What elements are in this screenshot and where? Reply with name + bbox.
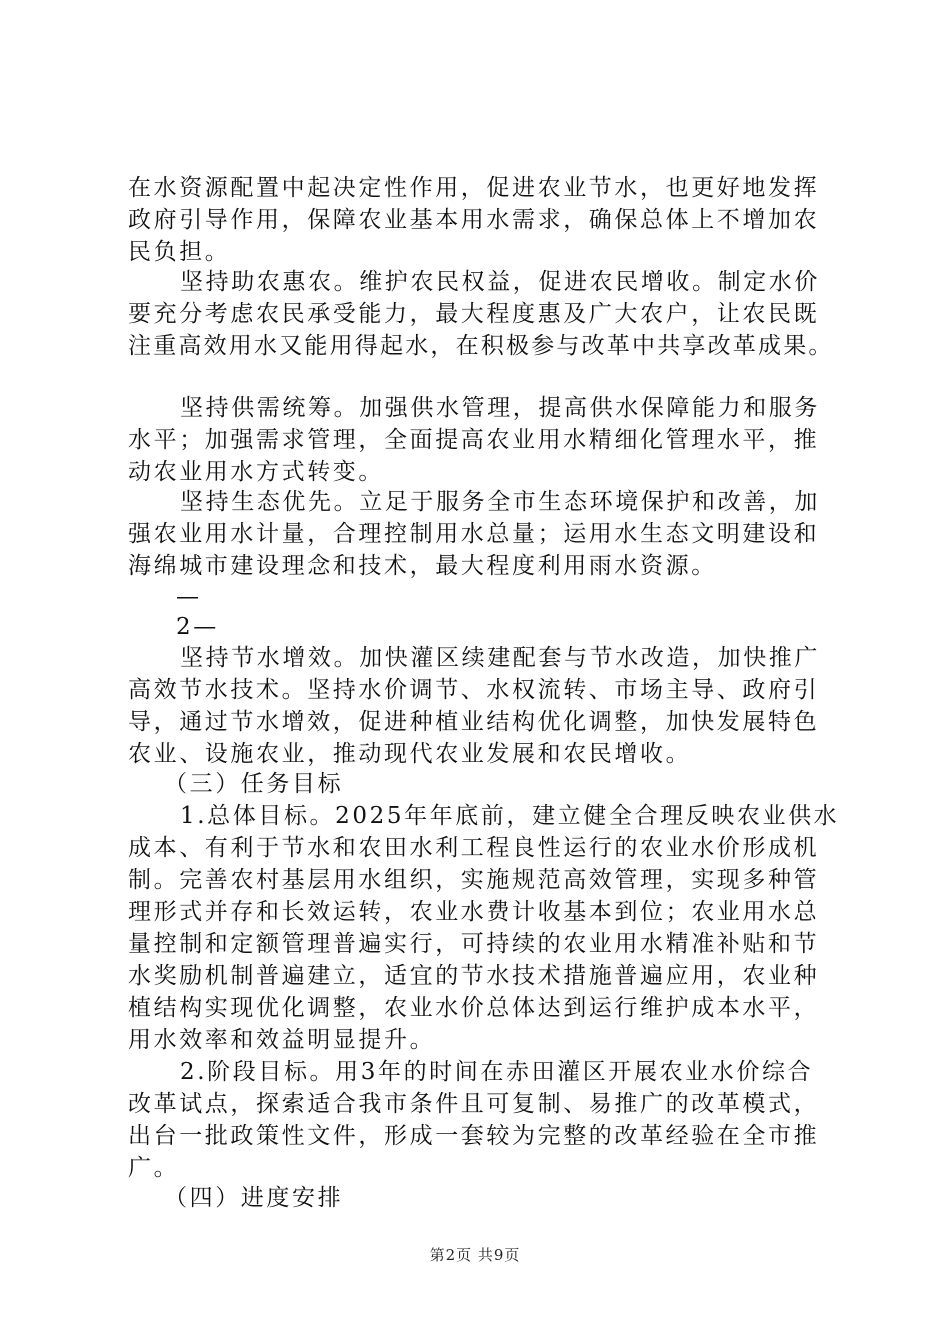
paragraph-first-line: 2.阶段目标。用3年的时间在赤田灌区开展农业水价综合: [180, 1059, 814, 1085]
text-line: 海绵城市建设理念和技术，最大程度利用雨水资源。: [128, 553, 717, 579]
text-line: 导，通过节水增效，促进种植业结构优化调整，加快发展特色: [128, 709, 820, 735]
page-number-marker: 2—: [176, 614, 219, 640]
text-line: 改革试点，探索适合我市条件且可复制、易推广的改革模式，: [128, 1091, 820, 1117]
text-line: 成本、有利于节水和农田水利工程良性运行的农业水价形成机: [128, 835, 820, 861]
paragraph-first-line: 坚持生态优先。立足于服务全市生态环境保护和改善，加: [180, 489, 820, 515]
text-line: 理形式并存和长效运转，农业水费计收基本到位；农业用水总: [128, 899, 820, 925]
text-line: 在水资源配置中起决定性作用，促进农业节水，也更好地发挥: [128, 175, 820, 201]
text-line: 出台一批政策性文件，形成一套较为完整的改革经验在全市推: [128, 1123, 820, 1149]
text-line: 政府引导作用，保障农业基本用水需求，确保总体上不增加农: [128, 207, 820, 233]
paragraph-first-line: 1.总体目标。2025年年底前，建立健全合理反映农业供水: [180, 803, 840, 829]
paragraph-first-line: 坚持供需统筹。加强供水管理，提高供水保障能力和服务: [180, 395, 820, 421]
page-break-dash: —: [176, 584, 202, 610]
text-line: 水奖励机制普遍建立，适宜的节水技术措施普遍应用，农业种: [128, 963, 820, 989]
section-heading: （四）进度安排: [164, 1185, 344, 1211]
text-line: 动农业用水方式转变。: [128, 459, 384, 485]
text-line: 民负担。: [128, 239, 231, 265]
section-heading: （三）任务目标: [164, 771, 344, 797]
text-line: 高效节水技术。坚持水价调节、水权流转、市场主导、政府引: [128, 677, 820, 703]
paragraph-first-line: 坚持节水增效。加快灌区续建配套与节水改造，加快推广: [180, 645, 820, 671]
text-line: 用水效率和效益明显提升。: [128, 1027, 436, 1053]
paragraph-first-line: 坚持助农惠农。维护农民权益，促进农民增收。制定水价: [180, 269, 820, 295]
text-line: 强农业用水计量，合理控制用水总量；运用水生态文明建设和: [128, 521, 820, 547]
text-line: 植结构实现优化调整，农业水价总体达到运行维护成本水平，: [128, 995, 820, 1021]
text-line: 水平；加强需求管理，全面提高农业用水精细化管理水平，推: [128, 427, 820, 453]
text-line: 制。完善农村基层用水组织，实施规范高效管理，实现多种管: [128, 867, 820, 893]
text-line: 农业、设施农业，推动现代农业发展和农民增收。: [128, 741, 692, 767]
text-line: 注重高效用水又能用得起水，在积极参与改革中共享改革成果。: [128, 333, 834, 359]
page-footer: 第2页 共9页: [429, 1246, 521, 1264]
text-line: 广。: [128, 1155, 180, 1181]
text-line: 要充分考虑农民承受能力，最大程度惠及广大农户，让农民既: [128, 301, 820, 327]
text-line: 量控制和定额管理普遍实行，可持续的农业用水精准补贴和节: [128, 931, 820, 957]
